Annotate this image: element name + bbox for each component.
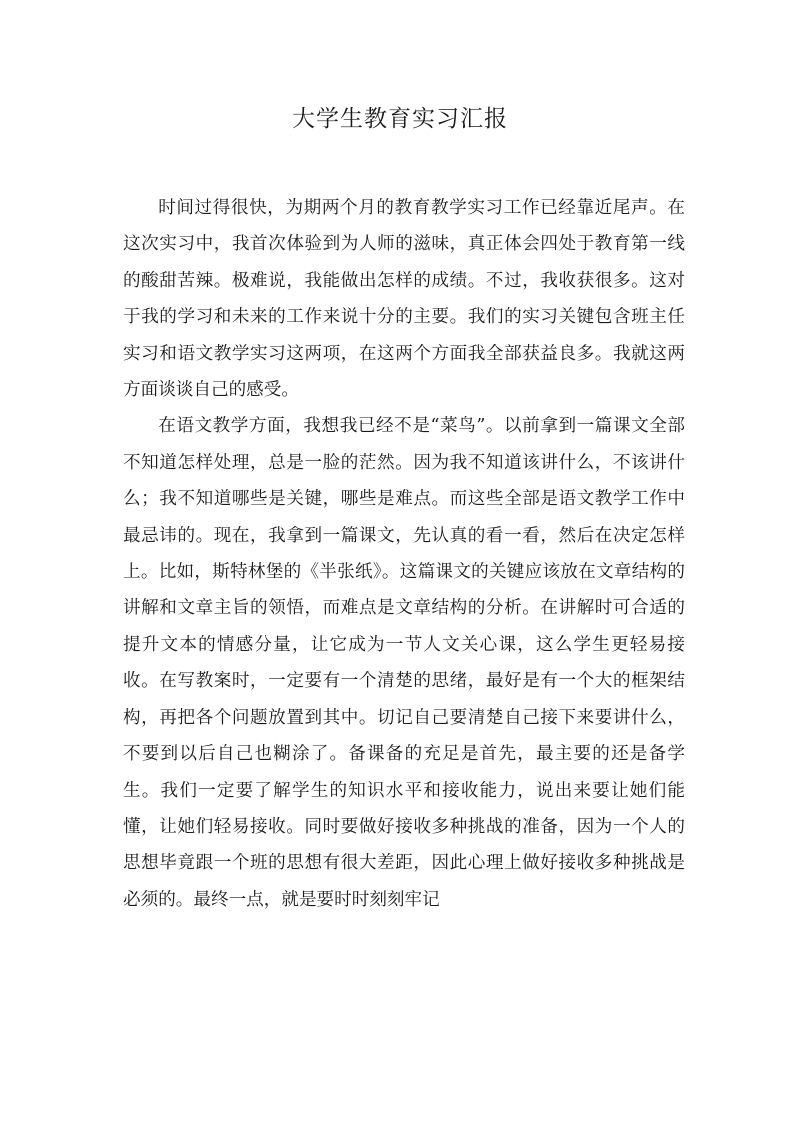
document-body: [123, 190, 685, 918]
document-title: 大学生教育实习汇报: [292, 106, 508, 132]
paragraph-chinese-teaching: 在语文教学方面，我想我已经不是“菜鸟”。以前拿到一篇课文全部不知道怎样处理，总是一脸的茫然。因为我不知道该讲什么，不该讲什么；我不知道哪些是关键，哪些是难点。而这些全部是语文教学工作中最忌讳的。现在，我拿到一篇课文，先认真的看一看，然后在决定怎样上。比如，斯特林堡的《半张纸》。这篇课文的关键应该放在文章结构的讲解和文章主旨的领悟，而难点是文章结构的分析。在讲解时可合适的提升文本的情感分量，让它成为一节人文关心课，这么学生更轻易接收。在写教案时，一定要有一个清楚的思绪，最好是有一个大的框架结构，再把各个问题放置到其中。切记自己要清楚自己接下来要讲什么，不要到以后自己也糊涂了。备课备的充足是首先，最主要的还是备学生。我们一定要了解学生的知识水平和接收能力，说出来要让她们能懂，让她们轻易接收。同时要做好接收多种挑战的准备，因为一个人的思想毕竟跟一个班的思想有很大差距，因此心理上做好接收多种挑战是必须的。最终一点，就是要时时刻刻牢记: [123, 416, 685, 910]
paragraph-intro: 时间过得很快，为期两个月的教育教学实习工作已经靠近尾声。在这次实习中，我首次体验到为人师的滋味，真正体会四处于教育第一线的酸甜苦辣。极难说，我能做出怎样的成绩。不过，我收获很多。这对于我的学习和未来的工作来说十分的主要。我们的实习关键包含班主任实习和语文教学实习这两项，在这两个方面我全部获益良多。我就这两方面谈谈自己的感受。: [123, 198, 685, 401]
